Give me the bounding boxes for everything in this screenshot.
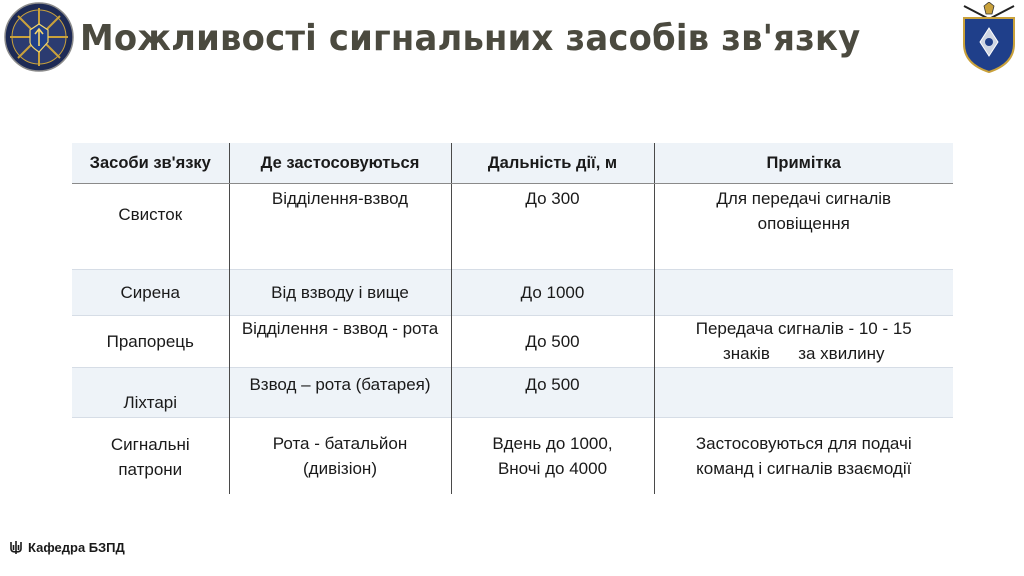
table-cell: Ліхтарі — [72, 368, 229, 418]
department-label: Кафедра БЗПД — [28, 540, 125, 555]
signals-table — [72, 143, 953, 494]
table-row — [72, 184, 953, 270]
table-cell: До 300 — [451, 184, 654, 270]
table-row — [72, 270, 953, 316]
table-cell: Передача сигналів - 10 - 15 знаків за хвилину — [654, 316, 953, 368]
table-row — [72, 418, 953, 494]
table-cell: До 500 — [451, 316, 654, 368]
column-header: Де застосовуються — [229, 143, 451, 184]
trident-icon — [10, 541, 22, 555]
table-cell: Для передачі сигналів оповіщення — [654, 184, 953, 270]
table-cell: Вдень до 1000, Вночі до 4000 — [451, 418, 654, 494]
table-cell: Свисток — [72, 184, 229, 270]
table-cell: До 500 — [451, 368, 654, 418]
table-cell: Сирена — [72, 270, 229, 316]
table-header-row — [72, 143, 953, 184]
emblem-left-icon — [4, 2, 74, 72]
column-header: Засоби зв'язку — [72, 143, 229, 184]
table-cell: Відділення-взвод — [229, 184, 451, 270]
table-cell: До 1000 — [451, 270, 654, 316]
table-cell: Відділення - взвод - рота — [229, 316, 451, 368]
table-cell: Взвод – рота (батарея) — [229, 368, 451, 418]
page-title: Можливості сигнальних засобів зв'язку — [80, 18, 861, 59]
table-row — [72, 368, 953, 418]
column-header: Примітка — [654, 143, 953, 184]
table-cell — [654, 270, 953, 316]
table-row — [72, 316, 953, 368]
column-header: Дальність дії, м — [451, 143, 654, 184]
table-cell: Сигнальні патрони — [72, 418, 229, 494]
table-cell: Застосовуються для подачі команд і сигналів взаємодії — [654, 418, 953, 494]
table-cell: Прапорець — [72, 316, 229, 368]
table-cell: Від взводу і вище — [229, 270, 451, 316]
emblem-right-icon — [958, 2, 1020, 74]
table-cell — [654, 368, 953, 418]
footer — [10, 540, 125, 555]
table-cell: Рота - батальйон (дивізіон) — [229, 418, 451, 494]
